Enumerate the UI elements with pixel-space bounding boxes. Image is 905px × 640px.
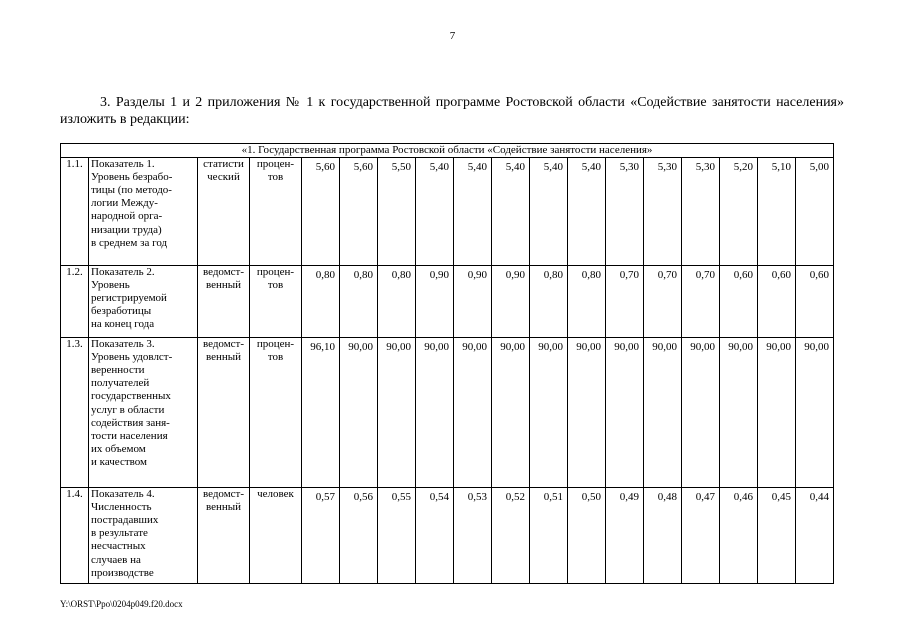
indicator-value: 5,40 xyxy=(530,158,568,266)
indicator-name-line: на конец года xyxy=(91,318,155,331)
indicator-value: 90,00 xyxy=(340,338,378,488)
table-row xyxy=(61,158,834,266)
indicator-value: 90,00 xyxy=(416,338,454,488)
row-number: 1.4. xyxy=(61,488,89,584)
indicator-name xyxy=(89,266,198,338)
indicator-value: 90,00 xyxy=(454,338,492,488)
indicator-name-line: в среднем за год xyxy=(91,236,168,249)
row-number: 1.1. xyxy=(61,158,89,266)
table-row xyxy=(61,338,834,488)
indicator-type xyxy=(198,158,250,266)
indicator-name xyxy=(89,158,198,266)
table-caption: «1. Государственная программа Ростовской области «Содействие занятости населения» xyxy=(61,144,834,158)
indicator-value: 5,40 xyxy=(568,158,606,266)
row-number: 1.2. xyxy=(61,266,89,338)
indicator-name-line: веренности xyxy=(91,364,145,377)
indicator-value: 0,90 xyxy=(454,266,492,338)
indicator-value: 0,80 xyxy=(568,266,606,338)
indicator-name-line: случаев на xyxy=(91,553,141,566)
indicator-unit-line: процен- xyxy=(256,158,295,171)
indicator-value: 96,10 xyxy=(302,338,340,488)
indicator-value: 5,30 xyxy=(644,158,682,266)
indicator-type-line: ческий xyxy=(207,171,240,184)
indicator-value: 5,30 xyxy=(606,158,644,266)
indicator-name-line: Уровень xyxy=(91,279,130,292)
indicator-value: 0,57 xyxy=(302,488,340,584)
indicator-value: 90,00 xyxy=(682,338,720,488)
indicator-unit-line: процен- xyxy=(256,266,295,279)
indicator-value: 90,00 xyxy=(378,338,416,488)
indicator-value: 0,44 xyxy=(796,488,834,584)
indicator-value: 5,60 xyxy=(340,158,378,266)
indicator-type-line: венный xyxy=(205,351,242,364)
indicator-name-line: Показатель 1. xyxy=(91,158,155,171)
indicator-value: 0,55 xyxy=(378,488,416,584)
indicator-name-line: Показатель 4. xyxy=(91,488,155,501)
indicator-type-line: венный xyxy=(205,279,242,292)
indicator-unit-line: процен- xyxy=(256,338,295,351)
indicators-table xyxy=(60,143,834,584)
intro-paragraph: 3. Разделы 1 и 2 приложения № 1 к государственной программе Ростовской области «Содействие занятости населения» изложить в редакции: xyxy=(60,95,844,127)
indicator-value: 0,60 xyxy=(758,266,796,338)
footer-file-path: Y:\ORST\Ppo\0204p049.f20.docx xyxy=(60,599,183,609)
indicator-value: 0,56 xyxy=(340,488,378,584)
indicator-value: 0,80 xyxy=(530,266,568,338)
indicator-unit xyxy=(250,338,302,488)
indicator-value: 5,60 xyxy=(302,158,340,266)
indicator-name-line: в результате xyxy=(91,527,148,540)
indicator-value: 5,40 xyxy=(454,158,492,266)
indicator-name-line: содействия заня- xyxy=(91,416,170,429)
indicator-value: 90,00 xyxy=(606,338,644,488)
indicator-name-line: производстве xyxy=(91,566,154,579)
indicator-value: 0,80 xyxy=(302,266,340,338)
indicator-name xyxy=(89,338,198,488)
indicator-value: 90,00 xyxy=(758,338,796,488)
indicator-type-line: ведомст- xyxy=(202,488,245,501)
indicator-value: 0,70 xyxy=(606,266,644,338)
indicator-name-line: получателей xyxy=(91,377,150,390)
indicator-value: 0,50 xyxy=(568,488,606,584)
table-caption-row xyxy=(61,144,834,158)
indicator-value: 90,00 xyxy=(530,338,568,488)
indicator-value: 5,50 xyxy=(378,158,416,266)
table-row xyxy=(61,266,834,338)
indicator-unit xyxy=(250,266,302,338)
indicator-value: 0,90 xyxy=(416,266,454,338)
indicator-name-line: их объемом xyxy=(91,442,146,455)
indicator-value: 0,70 xyxy=(644,266,682,338)
indicator-name-line: логии Между- xyxy=(91,197,158,210)
indicator-value: 0,53 xyxy=(454,488,492,584)
indicator-type xyxy=(198,488,250,584)
indicator-value: 0,48 xyxy=(644,488,682,584)
page-number: 7 xyxy=(449,30,456,42)
indicator-type xyxy=(198,266,250,338)
indicator-type-line: статисти xyxy=(203,158,244,171)
indicator-name-line: тицы (по методо- xyxy=(91,184,172,197)
indicator-name-line: пострадавших xyxy=(91,514,159,527)
indicator-value: 0,54 xyxy=(416,488,454,584)
indicator-value: 0,47 xyxy=(682,488,720,584)
indicator-name-line: государственных xyxy=(91,390,171,403)
indicator-value: 5,00 xyxy=(796,158,834,266)
indicator-value: 90,00 xyxy=(492,338,530,488)
indicator-type-line: венный xyxy=(205,501,242,514)
indicator-unit-line: тов xyxy=(267,351,284,364)
indicator-value: 5,20 xyxy=(720,158,758,266)
indicator-name-line: Уровень удовлст- xyxy=(91,351,173,364)
indicator-value: 0,80 xyxy=(378,266,416,338)
table-row xyxy=(61,488,834,584)
indicator-name-line: безработицы xyxy=(91,305,152,318)
indicator-type xyxy=(198,338,250,488)
indicator-name-line: и качеством xyxy=(91,455,148,468)
indicator-value: 5,10 xyxy=(758,158,796,266)
row-number: 1.3. xyxy=(61,338,89,488)
indicator-value: 0,46 xyxy=(720,488,758,584)
indicator-value: 90,00 xyxy=(568,338,606,488)
indicator-unit-line: тов xyxy=(267,171,284,184)
indicator-name-line: несчастных xyxy=(91,540,146,553)
indicator-value: 90,00 xyxy=(796,338,834,488)
indicator-name-line: услуг в области xyxy=(91,403,165,416)
indicator-name-line: Показатель 3. xyxy=(91,338,155,351)
indicator-name xyxy=(89,488,198,584)
indicator-value: 0,80 xyxy=(340,266,378,338)
indicator-type-line: ведомст- xyxy=(202,266,245,279)
indicator-value: 0,51 xyxy=(530,488,568,584)
indicator-unit xyxy=(250,488,302,584)
indicator-value: 0,90 xyxy=(492,266,530,338)
indicator-name-line: регистрируемой xyxy=(91,292,167,305)
indicator-value: 0,49 xyxy=(606,488,644,584)
indicator-name-line: низации труда) xyxy=(91,223,162,236)
indicator-value: 0,60 xyxy=(796,266,834,338)
indicator-unit-line: тов xyxy=(267,279,284,292)
indicator-name-line: Численность xyxy=(91,501,152,514)
indicator-unit-line: человек xyxy=(257,488,294,501)
indicator-unit xyxy=(250,158,302,266)
indicator-value: 5,30 xyxy=(682,158,720,266)
indicator-name-line: народной орга- xyxy=(91,210,163,223)
indicator-type-line: ведомст- xyxy=(202,338,245,351)
indicator-value: 90,00 xyxy=(720,338,758,488)
indicator-value: 5,40 xyxy=(416,158,454,266)
indicator-name-line: тости населения xyxy=(91,429,168,442)
indicator-value: 0,70 xyxy=(682,266,720,338)
indicator-value: 0,45 xyxy=(758,488,796,584)
indicator-name-line: Показатель 2. xyxy=(91,266,155,279)
indicator-value: 5,40 xyxy=(492,158,530,266)
indicator-value: 90,00 xyxy=(644,338,682,488)
indicator-value: 0,60 xyxy=(720,266,758,338)
indicator-name-line: Уровень безрабо- xyxy=(91,171,173,184)
indicator-value: 0,52 xyxy=(492,488,530,584)
